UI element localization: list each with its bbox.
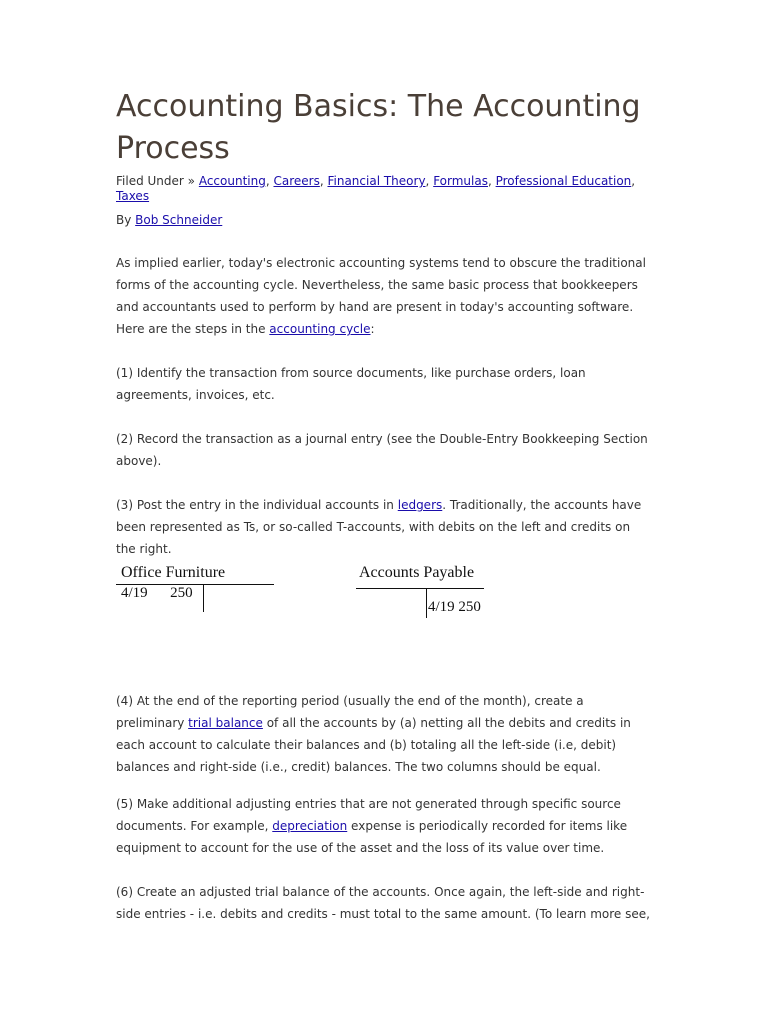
category-link-financial-theory[interactable]: Financial Theory [327, 174, 426, 188]
step-5-paragraph [116, 793, 652, 859]
trial-balance-link[interactable]: trial balance [188, 716, 263, 730]
byline [116, 213, 652, 228]
t-account-title-accounts-payable: Accounts Payable [359, 564, 475, 581]
article [116, 86, 652, 925]
step-3-text-end: . Traditionally, the accounts have been represented as Ts, or so-called T-accounts, with debits on the left and credits on the right. [116, 498, 642, 556]
step-5-text-end: expense is periodically recorded for items like equipment to account for the use of the asset and the loss of its value over time. [116, 819, 628, 855]
step-4-paragraph [116, 690, 652, 778]
by-label: By [116, 213, 132, 227]
intro-paragraph [116, 252, 652, 340]
step-3-paragraph [116, 494, 652, 560]
category-link-accounting[interactable]: Accounting [198, 174, 266, 188]
t-account-divider [426, 588, 427, 618]
article-title: Accounting Basics: The Accounting Process [116, 89, 641, 166]
step-5-text: (5) Make additional adjusting entries that are not generated through specific source documents. For example, [116, 797, 621, 833]
category-link-careers[interactable]: Careers [273, 174, 320, 188]
filed-under: Filed Under » Accounting, Careers, Financial Theory, Formulas, Professional Education, Taxes [116, 174, 636, 203]
category-link-professional-education[interactable]: Professional Education [495, 174, 632, 188]
filed-under-label: Filed Under » [116, 174, 195, 188]
t-account-credit-entry: 4/19 250 [428, 599, 481, 615]
intro-text-end: : [370, 322, 375, 336]
category-link-formulas[interactable]: Formulas [433, 174, 488, 188]
accounting-cycle-link[interactable]: accounting cycle [269, 322, 371, 336]
step-4-text-end: of all the accounts by (a) netting all the debits and credits in each account to calculate their balances and (b) totaling all the left-side (i.e, debit) balances and right-side (i.e., credit) balances. The two columns should be equal. [116, 716, 631, 774]
author-link[interactable]: Bob Schneider [135, 213, 223, 227]
step-2-paragraph: (2) Record the transaction as a journal entry (see the Double-Entry Bookkeeping Section above). [116, 432, 648, 468]
t-accounts-figure [116, 560, 652, 690]
ledgers-link[interactable]: ledgers [397, 498, 443, 512]
category-link-taxes[interactable]: Taxes [116, 189, 150, 203]
step-3-text: (3) Post the entry in the individual accounts in [116, 498, 398, 512]
t-account-divider [203, 584, 204, 612]
depreciation-link[interactable]: depreciation [272, 819, 348, 833]
step-4-text: (4) At the end of the reporting period (usually the end of the month), create a preliminary [116, 694, 584, 730]
t-account-rule [356, 588, 484, 589]
step-6-paragraph: (6) Create an adjusted trial balance of the accounts. Once again, the left-side and right-side entries - i.e. debits and credits - must total to the same amount. (To learn more see, [116, 885, 650, 921]
t-account-title-office-furniture: Office Furniture [121, 564, 226, 581]
t-account-debit-entry: 4/19 250 [121, 585, 193, 601]
step-1-paragraph: (1) Identify the transaction from source documents, like purchase orders, loan agreements, invoices, etc. [116, 366, 586, 402]
intro-text: As implied earlier, today's electronic accounting systems tend to obscure the traditional forms of the accounting cycle. Nevertheless, the same basic process that bookkeepers and accountants used to perform by hand are present in today's accounting software. Here are the steps in the [116, 256, 646, 336]
